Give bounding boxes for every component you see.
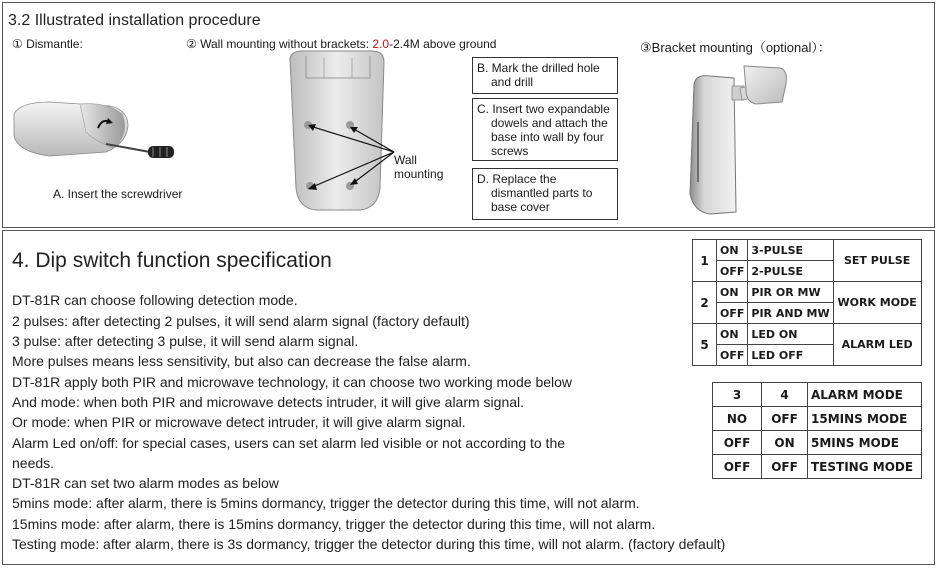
- description-line: DT-81R can choose following detection mode.: [12, 292, 298, 308]
- switch-function: ALARM LED: [833, 324, 921, 366]
- switch-4-state: OFF: [762, 455, 808, 479]
- switch-number: 5: [693, 324, 717, 366]
- callout-d-line1: D. Replace the: [477, 172, 557, 186]
- callout-mark-drill: [472, 57, 618, 94]
- switch-3-state: OFF: [713, 455, 762, 479]
- step2-suffix: -2.4M above ground: [389, 37, 497, 51]
- switch-3-state: NO: [713, 407, 762, 431]
- callout-c-line2: dowels and attach the: [491, 116, 608, 130]
- step-dismantle-label: ① Dismantle:: [12, 37, 83, 51]
- table-row: [693, 324, 922, 345]
- insert-screwdriver-caption: A. Insert the screwdriver: [53, 187, 183, 201]
- wall-mounting-label: [394, 153, 443, 181]
- dip-switch-table: [692, 239, 922, 366]
- switch-number: 2: [693, 282, 717, 324]
- description-line: 15mins mode: after alarm, there is 15mins dormancy, trigger the detector during this time, will not alarm.: [12, 516, 656, 532]
- callout-insert-dowels: [472, 98, 618, 161]
- description-line: Testing mode: after alarm, there is 3s dormancy, trigger the detector during this time, will not alarm. (factory default): [12, 536, 726, 552]
- wall-label-line2: mounting: [394, 167, 444, 181]
- alarm-mode-table: [712, 382, 922, 479]
- description-line: needs.: [12, 455, 55, 471]
- description-line: 5mins mode: after alarm, there is 5mins dormancy, trigger the detector during this time, will not alarm.: [12, 495, 640, 511]
- description-line: Or mode: when PIR or microwave detect intruder, it will give alarm signal.: [12, 414, 466, 430]
- wall-mounting-arrows: [290, 110, 400, 200]
- off-description: LED OFF: [748, 345, 833, 366]
- description-line: More pulses means less sensitivity, but also can decrease the false alarm.: [12, 353, 471, 369]
- description-line: 2 pulses: after detecting 2 pulses, it will send alarm signal (factory default): [12, 313, 470, 329]
- detector-screwdriver-illustration: [10, 92, 180, 164]
- callout-b-line2: and drill: [491, 75, 534, 89]
- alarm-mode-value: TESTING MODE: [808, 455, 922, 479]
- table-row: [713, 431, 922, 455]
- column-header-switch-3: 3: [713, 383, 762, 407]
- alarm-mode-value: 15MINS MODE: [808, 407, 922, 431]
- step-bracket-mounting-label: ③Bracket mounting（optional）：: [640, 40, 831, 55]
- description-line: Alarm Led on/off: for special cases, users can set alarm led visible or not according to the: [12, 435, 566, 451]
- description-line: DT-81R can set two alarm modes as below: [12, 475, 279, 491]
- off-description: PIR AND MW: [748, 303, 833, 324]
- table-row: [713, 407, 922, 431]
- state-off: OFF: [717, 303, 748, 324]
- state-on: ON: [717, 324, 748, 345]
- off-description: 2-PULSE: [748, 261, 833, 282]
- on-description: 3-PULSE: [748, 240, 833, 261]
- switch-function: SET PULSE: [833, 240, 921, 282]
- state-off: OFF: [717, 345, 748, 366]
- callout-c-line4: screws: [491, 144, 529, 158]
- callout-d-line2: dismantled parts to: [491, 186, 593, 200]
- installation-title: 3.2 Illustrated installation procedure: [8, 12, 261, 29]
- switch-4-state: ON: [762, 431, 808, 455]
- table-row: [693, 240, 922, 261]
- switch-function: WORK MODE: [833, 282, 921, 324]
- switch-4-state: OFF: [762, 407, 808, 431]
- description-line: And mode: when both PIR and microwave detects intruder, it will give alarm signal.: [12, 394, 525, 410]
- wall-label-line1: Wall: [394, 153, 417, 167]
- step2-height-highlight: 2.0: [372, 37, 390, 51]
- state-on: ON: [717, 240, 748, 261]
- bracket-mounting-illustration: [676, 62, 796, 218]
- description-line: 3 pulse: after detecting 3 pulse, it will send alarm signal.: [12, 333, 359, 349]
- callout-c-line1: C. Insert two expandable: [477, 102, 610, 116]
- switch-3-state: OFF: [713, 431, 762, 455]
- callout-replace-parts: [472, 168, 618, 220]
- dip-switch-title: 4. Dip switch function specification: [12, 249, 332, 272]
- table-row: [713, 455, 922, 479]
- callout-b-line1: B. Mark the drilled hole: [477, 61, 600, 75]
- callout-d-line3: base cover: [491, 200, 550, 214]
- on-description: LED ON: [748, 324, 833, 345]
- on-description: PIR OR MW: [748, 282, 833, 303]
- column-header-switch-4: 4: [762, 383, 808, 407]
- switch-number: 1: [693, 240, 717, 282]
- alarm-mode-value: 5MINS MODE: [808, 431, 922, 455]
- state-off: OFF: [717, 261, 748, 282]
- state-on: ON: [717, 282, 748, 303]
- table-row: [693, 282, 922, 303]
- callout-c-line3: base into wall by four: [491, 130, 604, 144]
- column-header-alarm-mode: ALARM MODE: [808, 383, 922, 407]
- description-line: DT-81R apply both PIR and microwave technology, it can choose two working mode below: [12, 374, 573, 390]
- step2-prefix: ② Wall mounting without brackets:: [186, 37, 373, 51]
- table-header-row: [713, 383, 922, 407]
